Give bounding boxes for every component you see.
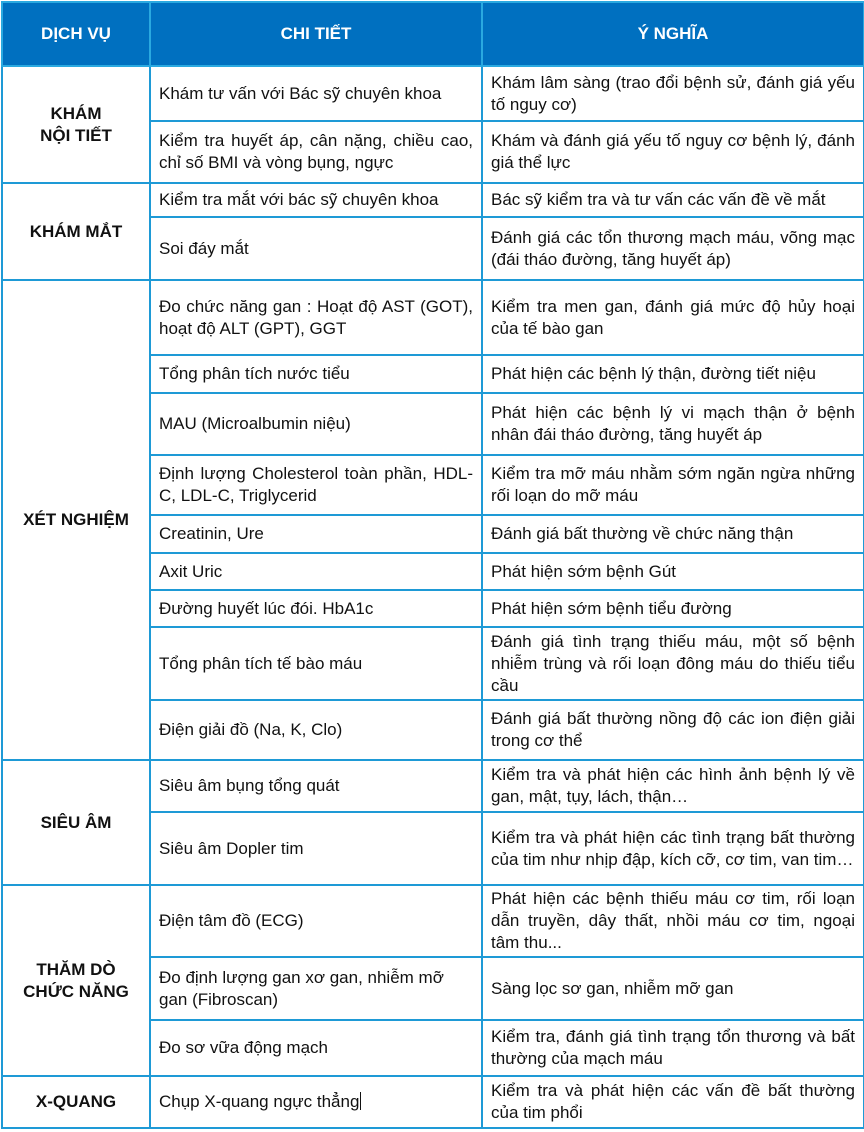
detail-cell: Tổng phân tích tế bào máu xyxy=(150,627,482,700)
table-row xyxy=(2,885,864,957)
detail-cell: Soi đáy mắt xyxy=(150,217,482,280)
detail-cell: Siêu âm bụng tổng quát xyxy=(150,760,482,812)
meaning-cell: Phát hiện sớm bệnh tiểu đường xyxy=(482,590,864,627)
detail-cell: Axit Uric xyxy=(150,553,482,590)
meaning-cell: Phát hiện các bệnh lý vi mạch thận ở bệnh nhân đái tháo đường, tăng huyết áp xyxy=(482,393,864,455)
meaning-cell: Kiểm tra và phát hiện các hình ảnh bệnh lý về gan, mật, tụy, lách, thận… xyxy=(482,760,864,812)
service-group-cell xyxy=(2,885,150,1076)
service-group-label: XÉT NGHIỆM xyxy=(23,510,129,529)
meaning-cell: Phát hiện sớm bệnh Gút xyxy=(482,553,864,590)
service-group-label: KHÁM xyxy=(50,103,102,123)
header-meaning: Ý NGHĨA xyxy=(482,2,864,66)
service-group-label: SIÊU ÂM xyxy=(40,812,112,832)
detail-cell: Kiểm tra mắt với bác sỹ chuyên khoa xyxy=(150,183,482,217)
detail-cell: Định lượng Cholesterol toàn phần, HDL-C, LDL-C, Triglycerid xyxy=(150,455,482,515)
detail-cell: Khám tư vấn với Bác sỹ chuyên khoa xyxy=(150,66,482,121)
detail-cell: Đo định lượng gan xơ gan, nhiễm mỡ gan (Fibroscan) xyxy=(150,957,482,1020)
meaning-cell: Đánh giá bất thường nồng độ các ion điện giải trong cơ thể xyxy=(482,700,864,760)
meaning-cell: Kiểm tra và phát hiện các tình trạng bất thường của tim như nhịp đập, kích cỡ, cơ tim, van tim… xyxy=(482,812,864,885)
meaning-cell: Bác sỹ kiểm tra và tư vấn các vấn đề về mắt xyxy=(482,183,864,217)
table-row xyxy=(2,760,864,812)
header-service: DỊCH VỤ xyxy=(2,2,150,66)
detail-cell: Creatinin, Ure xyxy=(150,515,482,553)
service-group-label: KHÁM MẮT xyxy=(29,221,123,241)
meaning-cell: Phát hiện các bệnh lý thận, đường tiết niệu xyxy=(482,355,864,393)
detail-cell: Siêu âm Dopler tim xyxy=(150,812,482,885)
meaning-cell: Sàng lọc sơ gan, nhiễm mỡ gan xyxy=(482,957,864,1020)
service-group-cell xyxy=(2,280,150,760)
service-group-cell xyxy=(2,760,150,885)
service-group-label: THĂM DÒ xyxy=(36,959,116,979)
table-row xyxy=(2,66,864,121)
detail-cell: Đường huyết lúc đói. HbA1c xyxy=(150,590,482,627)
meaning-cell: Kiểm tra mỡ máu nhằm sớm ngăn ngừa những rối loạn do mỡ máu xyxy=(482,455,864,515)
table-row xyxy=(2,183,864,217)
detail-cell: Điện giải đồ (Na, K, Clo) xyxy=(150,700,482,760)
meaning-cell: Khám lâm sàng (trao đổi bệnh sử, đánh giá yếu tố nguy cơ) xyxy=(482,66,864,121)
service-group-cell xyxy=(2,183,150,280)
meaning-cell: Kiểm tra, đánh giá tình trạng tổn thương và bất thường của mạch máu xyxy=(482,1020,864,1076)
detail-cell: Kiểm tra huyết áp, cân nặng, chiều cao, chỉ số BMI và vòng bụng, ngực xyxy=(150,121,482,183)
service-group-cell xyxy=(2,66,150,183)
detail-cell: Chụp X-quang ngực thẳng xyxy=(150,1076,482,1128)
meaning-cell: Đánh giá các tổn thương mạch máu, võng mạc (đái tháo đường, tăng huyết áp) xyxy=(482,217,864,280)
header-row xyxy=(2,2,864,66)
meaning-cell: Phát hiện các bệnh thiếu máu cơ tim, rối loạn dẫn truyền, dây thất, nhồi máu cơ tim, ngoại tâm thu... xyxy=(482,885,864,957)
services-table xyxy=(1,1,864,1129)
meaning-cell: Đánh giá tình trạng thiếu máu, một số bệnh nhiễm trùng và rối loạn đông máu do thiếu tiểu cầu xyxy=(482,627,864,700)
meaning-cell: Kiểm tra men gan, đánh giá mức độ hủy hoại của tế bào gan xyxy=(482,280,864,355)
service-group-cell xyxy=(2,1076,150,1128)
detail-cell: MAU (Microalbumin niệu) xyxy=(150,393,482,455)
detail-cell: Đo chức năng gan : Hoạt độ AST (GOT), hoạt độ ALT (GPT), GGT xyxy=(150,280,482,355)
meaning-cell: Đánh giá bất thường về chức năng thận xyxy=(482,515,864,553)
detail-cell: Đo sơ vữa động mạch xyxy=(150,1020,482,1076)
detail-cell: Điện tâm đồ (ECG) xyxy=(150,885,482,957)
text-cursor xyxy=(360,1092,361,1110)
meaning-cell: Khám và đánh giá yếu tố nguy cơ bệnh lý, đánh giá thể lực xyxy=(482,121,864,183)
meaning-cell: Kiểm tra và phát hiện các vấn đề bất thường của tim phổi xyxy=(482,1076,864,1128)
service-group-label: CHỨC NĂNG xyxy=(23,981,129,1001)
service-group-label: NỘI TIẾT xyxy=(40,125,112,145)
header-detail: CHI TIẾT xyxy=(150,2,482,66)
service-group-label: X-QUANG xyxy=(35,1092,117,1111)
detail-cell: Tổng phân tích nước tiểu xyxy=(150,355,482,393)
table-row xyxy=(2,1076,864,1128)
table-row xyxy=(2,280,864,355)
